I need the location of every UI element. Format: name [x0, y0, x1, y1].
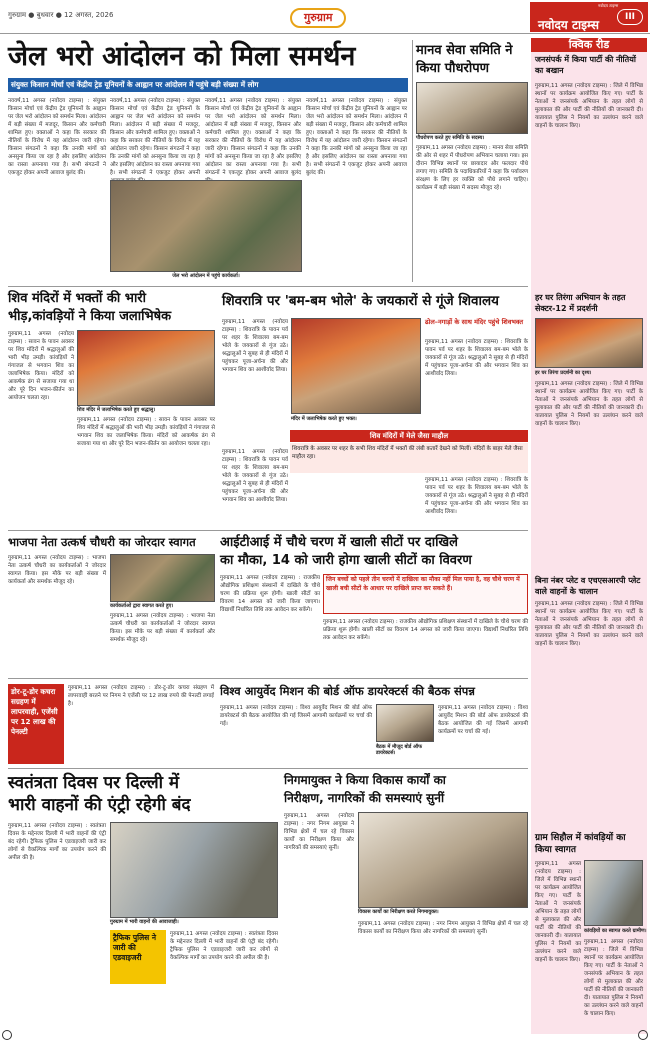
door-text: गुरुग्राम,11 अगस्त (नवोदय टाइम्स) : डोर-टू-डोर कचरा संग्रहण में लापरवाही बरतने पर निगम ने एजेंसी पर 12 लाख रुपये की पेनल्टी लगाई है।	[68, 685, 214, 707]
nigam-text: गुरुग्राम,11 अगस्त (नवोदय टाइम्स) : नगर निगम आयुक्त ने विभिन्न क्षेत्रों में चल रहे विकास कार्यों का निरीक्षण किया और नागरिकों की समस्याएं सुनीं।	[284, 813, 354, 851]
swatantra-photo	[110, 822, 278, 918]
manav-text: गुरुग्राम,11 अगस्त (नवोदय टाइम्स) : मानव सेवा समिति की ओर से शहर में पौधरोपण अभियान चलाया गया। इस दौरान विभिन्न स्थानों पर छायादार और फलदार पौधे लगाए गए। समिति के पदाधिकारियों ने कहा कि पर्यावरण संरक्षण के लिए हर व्यक्ति को पौधे लगाने चाहिए। कार्यक्रम में बड़ी संख्या में सदस्य मौजूद रहे।	[416, 145, 528, 191]
bjp-caption: कार्यकर्ताओं द्वारा स्वागत करते हुए।	[110, 603, 174, 609]
swatantra-headline-1: स्वतंत्रता दिवस पर दिल्ली में	[8, 773, 180, 793]
quick-read-title: जनसंपर्क में किया पार्टी की नीतियों का बखान	[535, 55, 636, 75]
quick-read-item-1-title: हर घर तिरंगा अभियान के तहत सेक्टर-12 में प्रदर्शनी	[535, 293, 626, 313]
quick-read-text: गुरुग्राम,11 अगस्त (नवोदय टाइम्स) : जिले में विभिन्न स्थानों पर कार्यक्रम आयोजित किए गए। पार्टी के नेताओं ने जनसंपर्क अभियान के तहत लोगों से मुलाकात की और पार्टी की नीतियों की जानकारी दी। यातायात पुलिस ने नियमों का उल्लंघन करने वाले वाहनों के चालान किए।	[535, 83, 643, 129]
swatantra-text: गुरुग्राम,11 अगस्त (नवोदय टाइम्स) : स्वतंत्रता दिवस के मद्देनजर दिल्ली में भारी वाहनों की एंट्री बंद रहेगी। ट्रैफिक पुलिस ने एडवाइजरी जारी कर लोगों से वैकल्पिक मार्गों का उपयोग करने की अपील की है।	[8, 823, 106, 861]
door-box: डोर-टू-डोर कचरा सग्रहण में लापरवाही, एजेंसी पर 12 लाख की पेनल्टी	[8, 684, 64, 764]
bjp-headline: भाजपा नेता उत्कर्ष चौधरी का जोरदार स्वागत	[8, 535, 196, 549]
lead-strap: संयुक्त किसान मोर्चा एवं केंद्रीय ट्रेड यूनियनों के आह्वान पर आंदोलन में पहुंचे बड़ी संख्या में लोग	[8, 78, 408, 92]
section-rule	[8, 286, 528, 287]
section-rule	[8, 530, 528, 531]
shivalay-band: शिव मंदिरों में मेले जैसा माहौल	[290, 430, 528, 442]
shivalay-side-red: ढोल–नगाड़ों के साथ मंदिर पहुंचे शिवभक्त	[425, 318, 524, 326]
quick-read-item-2-text: गुरुग्राम,11 अगस्त (नवोदय टाइम्स) : जिले में विभिन्न स्थानों पर कार्यक्रम आयोजित किए गए। पार्टी के नेताओं ने जनसंपर्क अभियान के तहत लोगों से मुलाकात की और पार्टी की नीतियों की जानकारी दी। यातायात पुलिस ने नियमों का उल्लंघन करने वाले वाहनों के चालान किए।	[535, 601, 643, 647]
shivalay-caption: मंदिर में जलाभिषेक करते हुए भक्त।	[291, 416, 357, 422]
swatantra-headline-2: भारी वाहनों की एंट्री रहेगी बंद	[8, 795, 191, 815]
nigam-photo	[358, 812, 528, 908]
shivalay-text-2: गुरुग्राम,11 अगस्त (नवोदय टाइम्स) : शिवरात्रि के पावन पर्व पर शहर के शिवालय बम-बम भोले के जयकारों से गूंज उठे। श्रद्धालुओं ने सुबह से ही मंदिरों में पहुंचकर पूजा-अर्चना की और भगवान शिव का आशीर्वाद लिया।	[222, 449, 288, 503]
lead-caption: जेल भरो आंदोलन में पहुंचे कार्यकर्ता।	[172, 273, 240, 279]
swatantra-caption: गुरुग्राम में भारी वाहनों की आवाजाही।	[110, 919, 179, 925]
shiv-text: गुरुग्राम,11 अगस्त (नवोदय टाइम्स) : सावन के पावन अवसर पर शिव मंदिरों में श्रद्धालुओं की भारी भीड़ उमड़ी। कांवड़ियों ने गंगाजल से भगवान शिव का जलाभिषेक किया। मंदिरों को आकर्षक ढंग से सजाया गया था और पूरे दिन भजन-कीर्तन का आयोजन चलता रहा।	[8, 331, 74, 401]
manav-caption: पौधरोपण करते हुए समिति के सदस्य।	[416, 135, 485, 141]
lead-col-4: नववर्ष,11 अगस्त (नवोदय टाइम्स) : संयुक्त किसान मोर्चा एवं केंद्रीय ट्रेड यूनियनों के आह्वान पर जेल भरो आंदोलन को समर्थन मिला। आंदोलन में बड़ी संख्या में मजदूर, किसान और कर्मचारी शामिल हुए। वक्ताओं ने कहा कि सरकार की नीतियों के विरोध में यह आंदोलन जारी रहेगा। किसान संगठनों ने कहा कि उनकी मांगों को अनसुना किया जा रहा है और इसलिए आंदोलन का रास्ता अपनाया गया है। सभी संगठनों ने एकजुट होकर अपनी आवाज बुलंद की।	[306, 98, 407, 176]
quick-read-item-2-title: बिना नंबर प्लेट व एचएसआरपी प्लेट वाले वाहनों के चालान	[535, 576, 641, 596]
section-rule	[8, 678, 528, 679]
lead-col-3: नववर्ष,11 अगस्त (नवोदय टाइम्स) : संयुक्त किसान मोर्चा एवं केंद्रीय ट्रेड यूनियनों के आह्वान पर जेल भरो आंदोलन को समर्थन मिला। आंदोलन में बड़ी संख्या में मजदूर, किसान और कर्मचारी शामिल हुए। वक्ताओं ने कहा कि सरकार की नीतियों के विरोध में यह आंदोलन जारी रहेगा। किसान संगठनों ने कहा कि उनकी मांगों को अनसुना किया जा रहा है और इसलिए आंदोलन का रास्ता अपनाया गया है। सभी संगठनों ने एकजुट होकर अपनी आवाज बुलंद	[205, 98, 301, 176]
bjp-photo	[110, 554, 215, 602]
section-logo: गुरुग्राम	[290, 8, 346, 28]
quick-read-item-3-title: ग्राम सिहौल में कांवड़ियों का किया स्वागत	[535, 833, 626, 855]
masthead-sub: नवोदय टाइम्स	[598, 3, 619, 8]
swatantra-box: ट्रैफिक पुलिस ने जारी की एडवाइजरी	[110, 930, 166, 984]
bjp-text: गुरुग्राम,11 अगस्त (नवोदय टाइम्स) : भाजपा नेता उत्कर्ष चौधरी का कार्यकर्ताओं ने जोरदार स्वागत किया। इस मौके पर बड़ी संख्या में कार्यकर्ता और समर्थक मौजूद रहे।	[8, 555, 106, 585]
quick-read-item-3-photo	[584, 860, 643, 926]
nigam-caption: विकास कार्यों का निरीक्षण करते निगमायुक्त।	[358, 909, 439, 915]
shivalay-text: गुरुग्राम,11 अगस्त (नवोदय टाइम्स) : शिवरात्रि के पावन पर्व पर शहर के शिवालय बम-बम भोले के जयकारों से गूंज उठे। श्रद्धालुओं ने सुबह से ही मंदिरों में पहुंचकर पूजा-अर्चना की और भगवान शिव का आशीर्वाद लिया।	[222, 319, 288, 373]
swatantra-text-2: गुरुग्राम,11 अगस्त (नवोदय टाइम्स) : स्वतंत्रता दिवस के मद्देनजर दिल्ली में भारी वाहनों की एंट्री बंद रहेगी। ट्रैफिक पुलिस ने एडवाइजरी जारी कर लोगों से वैकल्पिक मार्गों का उपयोग करने की अपील की है।	[170, 931, 278, 961]
quick-read-item-1-caption: हर घर तिरंगा प्रदर्शनी का दृश्य।	[535, 370, 592, 376]
shivalay-band-text: शिवरात्रि के अवसर पर शहर के सभी शिव मंदिरों में भक्तों की लंबी कतारें देखने को मिलीं। मंदिरों के बाहर मेले जैसा माहौल रहा।	[290, 443, 528, 473]
nigam-headline-2: निरीक्षण, नागरिकों की समस्याएं सुनीं	[284, 791, 445, 805]
manav-headline-1: मानव सेवा समिति ने	[416, 43, 513, 58]
quick-read-item-3-caption: कांवड़ियों का स्वागत करते ग्रामीण।	[584, 928, 647, 934]
iti-text: गुरुग्राम,11 अगस्त (नवोदय टाइम्स) : राजकीय औद्योगिक प्रशिक्षण संस्थानों में दाखिले के चौथे चरण की प्रक्रिया शुरू होगी। खाली सीटों का विवरण 14 अगस्त को जारी किया जाएगा। विद्यार्थी निर्धारित तिथि तक आवेदन कर सकेंगे।	[220, 575, 320, 613]
shiv-headline-1: शिव मंदिरों में भक्तों की भारी	[8, 291, 146, 306]
registration-mark	[2, 1030, 12, 1040]
shivalay-text-3: गुरुग्राम,11 अगस्त (नवोदय टाइम्स) : शिवरात्रि के पावन पर्व पर शहर के शिवालय बम-बम भोले के जयकारों से गूंज उठे। श्रद्धालुओं ने सुबह से ही मंदिरों में पहुंचकर पूजा-अर्चना की और भगवान शिव का आशीर्वाद लिया।	[425, 477, 528, 515]
page-number: III	[617, 9, 643, 25]
shivalay-photo	[291, 318, 421, 414]
ayurved-headline: विश्व आयुर्वेद मिशन की बोर्ड ऑफ डायरेक्टर्स की बैठक संपन्न	[220, 684, 475, 698]
quick-read-item-1-text: गुरुग्राम,11 अगस्त (नवोदय टाइम्स) : जिले में विभिन्न स्थानों पर कार्यक्रम आयोजित किए गए। पार्टी के नेताओं ने जनसंपर्क अभियान के तहत लोगों से मुलाकात की और पार्टी की नीतियों की जानकारी दी। यातायात पुलिस ने नियमों का उल्लंघन करने वाले वाहनों के चालान किए।	[535, 381, 643, 427]
shiv-caption: शिव मंदिर में जलाभिषेक करते हुए श्रद्धालु।	[77, 407, 156, 413]
lead-headline: जेल भरो आंदोलन को मिला समर्थन	[8, 41, 356, 72]
iti-text-2: गुरुग्राम,11 अगस्त (नवोदय टाइम्स) : राजकीय औद्योगिक प्रशिक्षण संस्थानों में दाखिले के चौथे चरण की प्रक्रिया शुरू होगी। खाली सीटों का विवरण 14 अगस्त को जारी किया जाएगा। विद्यार्थी निर्धारित तिथि तक आवेदन कर सकेंगे।	[323, 619, 528, 641]
manav-headline-2: किया पौधरोपण	[416, 61, 489, 76]
section-rule	[8, 768, 528, 769]
quick-read-item-3-text-2: गुरुग्राम,11 अगस्त (नवोदय टाइम्स) : जिले में विभिन्न स्थानों पर कार्यक्रम आयोजित किए गए। पार्टी के नेताओं ने जनसंपर्क अभियान के तहत लोगों से मुलाकात की और पार्टी की नीतियों की जानकारी दी। यातायात पुलिस ने नियमों का उल्लंघन करने वाले वाहनों के चालान किए।	[584, 939, 643, 1017]
iti-headline-2: का मौका, 14 को जारी होगा खाली सीटों का विवरण	[220, 553, 472, 568]
shiv-headline-2: भीड़,कांवड़ियों ने किया जलाभिषेक	[8, 309, 172, 324]
date-line: गुरुग्राम ● बुधवार ● 12 अगस्त, 2026	[8, 11, 114, 19]
manav-photo	[416, 82, 528, 134]
bjp-text-2: गुरुग्राम,11 अगस्त (नवोदय टाइम्स) : भाजपा नेता उत्कर्ष चौधरी का कार्यकर्ताओं ने जोरदार स्वागत किया। इस मौके पर बड़ी संख्या में कार्यकर्ता और समर्थक मौजूद रहे।	[110, 613, 215, 643]
shivalay-side-text: गुरुग्राम,11 अगस्त (नवोदय टाइम्स) : शिवरात्रि के पावन पर्व पर शहर के शिवालय बम-बम भोले के जयकारों से गूंज उठे। श्रद्धालुओं ने सुबह से ही मंदिरों में पहुंचकर पूजा-अर्चना की और भगवान शिव का आशीर्वाद लिया।	[425, 339, 528, 377]
iti-headline-1: आईटीआई में चौथे चरण में खाली सीटों पर दाखिले	[220, 535, 458, 550]
lead-col-1: नववर्ष,11 अगस्त (नवोदय टाइम्स) : संयुक्त किसान मोर्चा एवं केंद्रीय ट्रेड यूनियनों के आह्वान पर जेल भरो आंदोलन को समर्थन मिला। आंदोलन में बड़ी संख्या में मजदूर, किसान और कर्मचारी शामिल हुए। वक्ताओं ने कहा कि सरकार की नीतियों के विरोध में यह आंदोलन जारी रहेगा। किसान संगठनों ने कहा कि उनकी मांगों को अनसुना किया जा रहा है और इसलिए आंदोलन का रास्ता अपनाया गया है। सभी संगठनों ने एकजुट होकर अपनी आवाज बुलंद की।	[8, 98, 106, 176]
ayurved-text: गुरुग्राम,11 अगस्त (नवोदय टाइम्स) : विश्व आयुर्वेद मिशन की बोर्ड ऑफ डायरेक्टर्स की बैठक आयोजित की गई जिसमें आगामी कार्यक्रमों पर चर्चा की गई।	[220, 705, 372, 727]
shivalay-headline: शिवरात्रि पर 'बम-बम भोले' के जयकारों से गूंजे शिवालय	[222, 293, 500, 309]
quick-read-item-3-text: गुरुग्राम,11 अगस्त (नवोदय टाइम्स) : जिले में विभिन्न स्थानों पर कार्यक्रम आयोजित किए गए। पार्टी के नेताओं ने जनसंपर्क अभियान के तहत लोगों से मुलाकात की और पार्टी की नीतियों की जानकारी दी। यातायात पुलिस ने नियमों का उल्लंघन करने वाले वाहनों के चालान किए।	[535, 861, 581, 963]
masthead: नवोदय टाइम्स	[530, 2, 648, 32]
ayurved-text-2: गुरुग्राम,11 अगस्त (नवोदय टाइम्स) : विश्व आयुर्वेद मिशन की बोर्ड ऑफ डायरेक्टर्स की बैठक आयोजित की गई जिसमें आगामी कार्यक्रमों पर चर्चा की गई।	[438, 705, 528, 735]
lead-col-2: नववर्ष,11 अगस्त (नवोदय टाइम्स) : संयुक्त किसान मोर्चा एवं केंद्रीय ट्रेड यूनियनों के आह्वान पर जेल भरो आंदोलन को समर्थन मिला। आंदोलन में बड़ी संख्या में मजदूर, किसान और कर्मचारी शामिल हुए। वक्ताओं ने कहा कि सरकार की नीतियों के विरोध में यह आंदोलन जारी रहेगा। किसान संगठनों ने कहा कि उनकी मांगों को अनसुना किया जा रहा है और इसलिए आंदोलन का रास्ता अपनाया गया है। सभी संगठनों ने एकजुट होकर अपनी	[110, 98, 200, 176]
column-rule	[412, 40, 413, 282]
quick-read-item-1-photo	[535, 318, 643, 368]
shiv-text-2: गुरुग्राम,11 अगस्त (नवोदय टाइम्स) : सावन के पावन अवसर पर शिव मंदिरों में श्रद्धालुओं की भारी भीड़ उमड़ी। कांवड़ियों ने गंगाजल से भगवान शिव का जलाभिषेक किया। मंदिरों को आकर्षक ढंग से सजाया गया था और पूरे दिन भजन-कीर्तन का आयोजन चलता रहा।	[77, 417, 215, 447]
nigam-text-2: गुरुग्राम,11 अगस्त (नवोदय टाइम्स) : नगर निगम आयुक्त ने विभिन्न क्षेत्रों में चल रहे विकास कार्यों का निरीक्षण किया और नागरिकों की समस्याएं सुनीं।	[358, 921, 528, 935]
iti-quote: जिन बच्चों को पहले तीन चरणों में दाखिला का मौका नहीं मिल पाया है, वह चौथे चरण में खाली बची सीटों के आधार पर दाखिले प्राप्त कर सकते हैं।	[326, 576, 520, 592]
ayurved-photo	[376, 704, 434, 742]
shiv-photo	[77, 330, 215, 406]
quick-read-tag: क्विक रीड	[531, 38, 647, 52]
ayurved-caption: बैठक में मौजूद बोर्ड ऑफ डायरेक्टर्स।	[376, 744, 422, 756]
registration-mark	[638, 1030, 648, 1040]
lead-photo	[110, 180, 302, 272]
nigam-headline-1: निगमायुक्त ने किया विकास कार्यों का	[284, 773, 446, 787]
